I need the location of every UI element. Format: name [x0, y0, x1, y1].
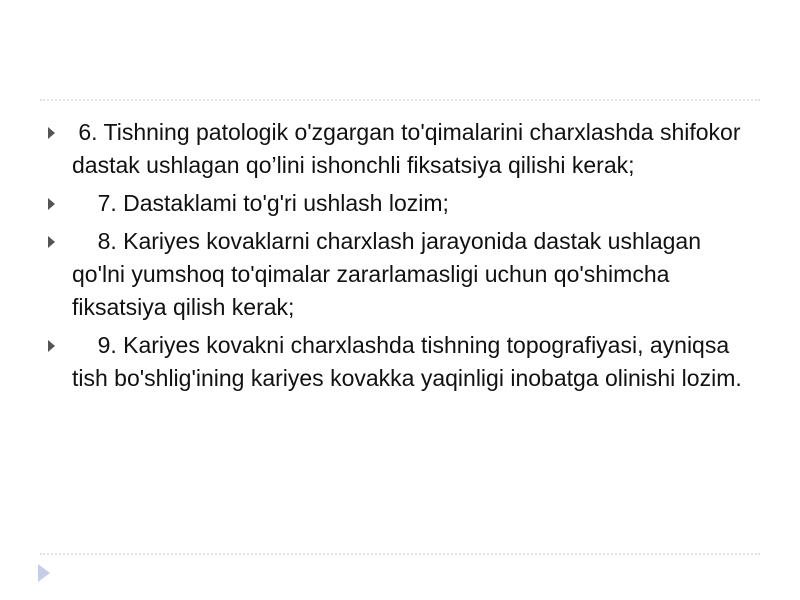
triangle-bullet-icon: [48, 127, 55, 139]
list-item: [46, 225, 746, 324]
top-divider: [40, 99, 760, 101]
triangle-bullet-icon: [48, 236, 55, 248]
list-item: [46, 187, 746, 220]
next-slide-arrow-icon[interactable]: [38, 564, 50, 582]
list-item: [46, 116, 746, 182]
list-item: [46, 329, 746, 395]
triangle-bullet-icon: [48, 340, 55, 352]
bottom-divider: [40, 553, 760, 555]
list-item-text: 8. Kariyes kovaklarni charxlash jarayonida dastak ushlagan qo'lni yumshoq to'qimalar zararlamasligi uchun qo'shimcha fiksatsiya qilish kerak;: [72, 228, 708, 320]
list-item-text: 9. Kariyes kovakni charxlashda tishning topografiyasi, ayniqsa tish bo'shlig'ining kariyes kovakka yaqinligi inobatga olinishi lozim.: [72, 332, 742, 391]
slide-bullet-list: [46, 116, 746, 400]
list-item-text: 6. Tishning patologik o'zgargan to'qimalarini charxlashda shifokor dastak ushlagan qo’lini ishonchli fiksatsiya qilishi kerak;: [72, 119, 747, 178]
triangle-bullet-icon: [48, 198, 55, 210]
list-item-text: 7. Dastaklami to'g'ri ushlash lozim;: [72, 190, 449, 216]
